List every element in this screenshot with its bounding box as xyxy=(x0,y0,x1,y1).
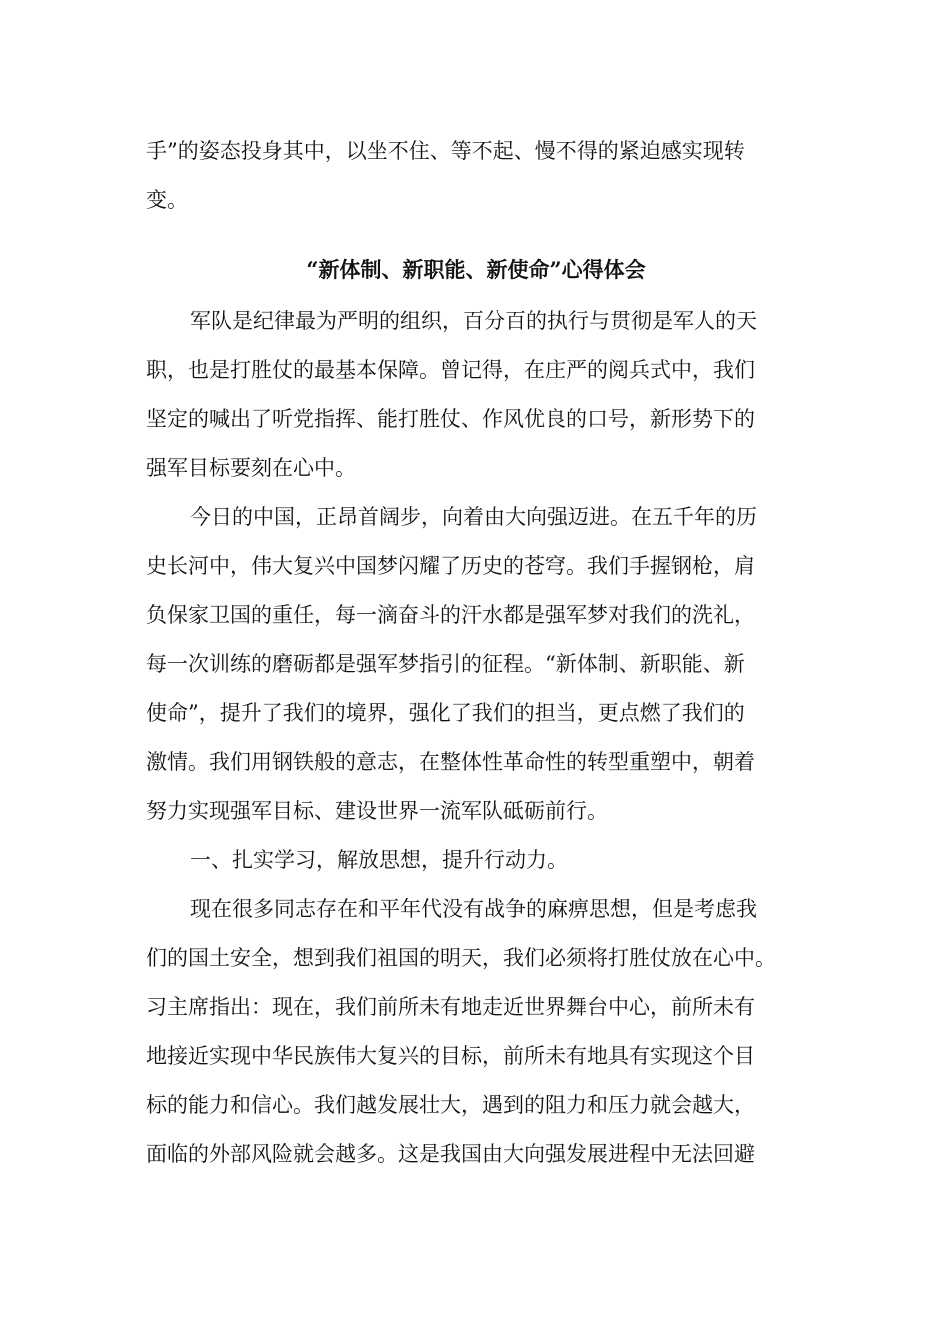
text-line: 今日的中国，正昂首阔步，向着由大向强迈进。在五千年的历 xyxy=(190,505,757,529)
text-line: 每一次训练的磨砺都是强军梦指引的征程。“新体制、新职能、新 xyxy=(146,652,745,676)
text-line: 使命”，提升了我们的境界，强化了我们的担当，更点燃了我们的 xyxy=(146,701,745,725)
intro-paragraph xyxy=(146,127,806,225)
text-line: 职，也是打胜仗的最基本保障。曾记得，在庄严的阅兵式中，我们 xyxy=(146,358,755,382)
text-line: 现在很多同志存在和平年代没有战争的麻痹思想，但是考虑我 xyxy=(190,897,757,921)
text-line: 负保家卫国的重任，每一滴奋斗的汗水都是强军梦对我们的洗礼， xyxy=(146,603,755,627)
text-line: 努力实现强军目标、建设世界一流军队砥砺前行。 xyxy=(146,799,608,823)
text-line: 史长河中，伟大复兴中国梦闪耀了历史的苍穹。我们手握钢枪，肩 xyxy=(146,554,755,578)
section-title: “新体制、新职能、新使命”心得体会 xyxy=(306,257,646,282)
text-line: 习主席指出：现在，我们前所未有地走近世界舞台中心，前所未有 xyxy=(146,995,755,1019)
text-line: 激情。我们用钢铁般的意志，在整体性革命性的转型重塑中，朝着 xyxy=(146,750,755,774)
text-line: 们的国土安全，想到我们祖国的明天，我们必须将打胜仗放在心中。 xyxy=(146,946,776,970)
text-line: 变。 xyxy=(146,188,188,212)
paragraph-1 xyxy=(146,297,806,493)
text-line: 军队是纪律最为严明的组织，百分百的执行与贯彻是军人的天 xyxy=(190,309,757,333)
text-line: 手”的姿态投身其中，以坐不住、等不起、慢不得的紧迫感实现转 xyxy=(146,139,745,163)
paragraph-3 xyxy=(146,885,806,1179)
text-line: 面临的外部风险就会越多。这是我国由大向强发展进程中无法回避 xyxy=(146,1142,755,1166)
document-body xyxy=(146,127,806,1179)
paragraph-2 xyxy=(146,493,806,836)
text-line: 标的能力和信心。我们越发展壮大，遇到的阻力和压力就会越大， xyxy=(146,1093,755,1117)
heading-paragraph xyxy=(146,836,806,885)
text-line: 坚定的喊出了听党指挥、能打胜仗、作风优良的口号，新形势下的 xyxy=(146,407,755,431)
text-line: 地接近实现中华民族伟大复兴的目标，前所未有地具有实现这个目 xyxy=(146,1044,755,1068)
text-line: 强军目标要刻在心中。 xyxy=(146,456,356,480)
subheading-line: 一、扎实学习，解放思想，提升行动力。 xyxy=(190,848,568,872)
